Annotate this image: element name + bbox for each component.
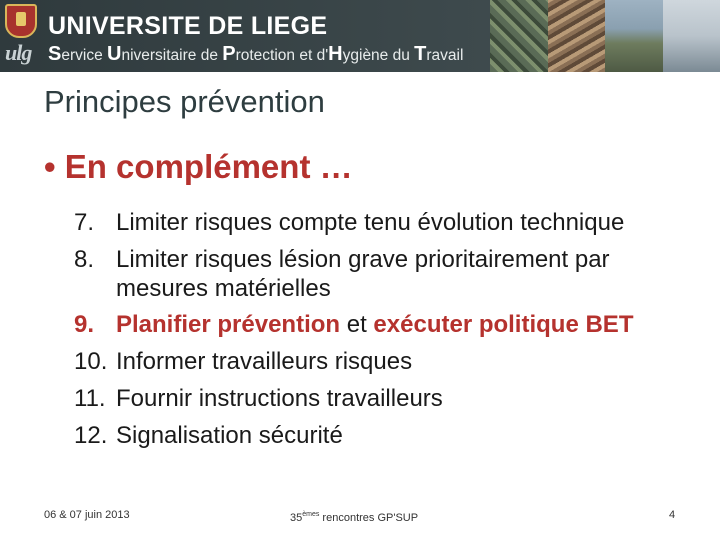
ulg-logo: ulg [5,40,32,65]
slide-title: Principes prévention [44,84,325,119]
list-item-number: 12. [74,422,108,449]
list-item-number: 7. [74,209,95,236]
header-photo-strip [490,0,720,72]
highlight-executer: exécuter politique BET [373,311,634,338]
list-item-number: 9. [74,311,95,338]
service-name: Service Universitaire de Protection et d'Hygiène du Travail [48,43,464,65]
list-item-number: 8. [74,246,95,273]
university-name: UNIVERSITE DE LIEGE [48,12,328,40]
list-item-text: Limiter risques compte tenu évolution technique [116,209,625,236]
university-crest-icon [5,4,37,38]
bullet-heading: • En complément … [44,148,353,185]
numbered-list [74,208,694,458]
footer-event: 35èmes rencontres GP'SUP [290,511,419,524]
header-photo-lab [490,0,548,72]
header-banner [0,0,720,72]
list-item-text: Fournir instructions travailleurs [116,385,443,412]
list-item-number: 11. [74,385,106,412]
connector-text: et [340,311,374,338]
header-photo-auditorium [548,0,606,72]
list-item [74,245,694,303]
list-item-text: Informer travailleurs risques [116,348,413,375]
highlight-planifier: Planifier prévention [116,311,341,338]
list-item [74,421,694,451]
list-item [74,347,694,377]
list-item-text: Signalisation sécurité [116,422,343,449]
list-item-text [116,310,694,340]
list-item-text: Limiter risques lésion grave prioritairement par mesures matérielles [116,246,610,302]
list-item [74,384,694,414]
list-item [74,208,694,238]
header-photo-campus [605,0,663,72]
list-item-number: 10. [74,348,108,375]
header-photo-building [663,0,720,72]
page-number: 4 [669,509,676,521]
footer-date: 06 & 07 juin 2013 [44,509,130,521]
list-item [74,310,694,340]
